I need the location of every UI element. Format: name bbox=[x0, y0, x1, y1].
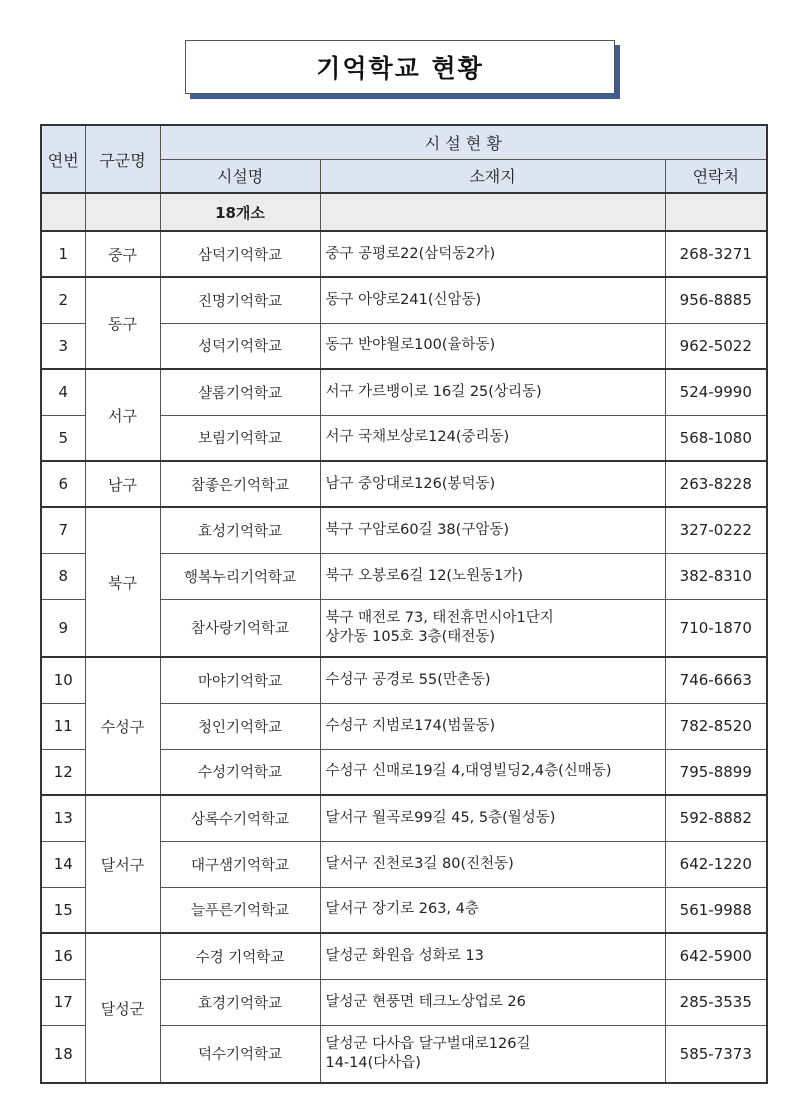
address-line: 수성구 공경로 55(만촌동) bbox=[325, 671, 491, 688]
facility-phone: 962-5022 bbox=[665, 323, 767, 369]
district-name: 북구 bbox=[85, 507, 160, 657]
address-line: 수성구 지범로174(범물동) bbox=[325, 717, 496, 734]
facility-address bbox=[320, 553, 665, 599]
facility-address bbox=[320, 461, 665, 507]
summary-count: 18개소 bbox=[160, 193, 320, 231]
address-line: 서구 가르뱅이로 16길 25(상리동) bbox=[325, 383, 542, 400]
header-num: 연번 bbox=[41, 125, 85, 193]
facility-phone: 782-8520 bbox=[665, 703, 767, 749]
address-line: 달성군 현풍면 테크노상업로 26 bbox=[325, 993, 526, 1010]
facility-phone: 327-0222 bbox=[665, 507, 767, 553]
address-line: 달성군 다사읍 달구벌대로126길 bbox=[325, 1035, 531, 1052]
row-number: 12 bbox=[41, 749, 85, 795]
row-number: 8 bbox=[41, 553, 85, 599]
row-number: 14 bbox=[41, 841, 85, 887]
district-name: 중구 bbox=[85, 231, 160, 277]
facility-name: 참사랑기억학교 bbox=[160, 599, 320, 657]
district-name: 동구 bbox=[85, 277, 160, 369]
row-number: 2 bbox=[41, 277, 85, 323]
row-number: 11 bbox=[41, 703, 85, 749]
title-box bbox=[185, 40, 615, 94]
table-row bbox=[41, 277, 767, 323]
facility-name: 보림기억학교 bbox=[160, 415, 320, 461]
address-line: 달서구 월곡로99길 45, 5층(월성동) bbox=[325, 809, 556, 826]
facility-phone: 746-6663 bbox=[665, 657, 767, 703]
facility-name: 행복누리기억학교 bbox=[160, 553, 320, 599]
district-name: 수성구 bbox=[85, 657, 160, 795]
summary-row bbox=[41, 193, 767, 231]
facility-phone: 561-9988 bbox=[665, 887, 767, 933]
facility-address bbox=[320, 323, 665, 369]
facility-name: 샬롬기억학교 bbox=[160, 369, 320, 415]
facility-table bbox=[40, 124, 768, 1084]
row-number: 13 bbox=[41, 795, 85, 841]
summary-empty bbox=[41, 193, 85, 231]
table-row bbox=[41, 507, 767, 553]
facility-address bbox=[320, 507, 665, 553]
table-body bbox=[41, 193, 767, 1083]
address-line: 수성구 신매로19길 4,대영빌딩2,4층(신매동) bbox=[325, 763, 612, 780]
table-row bbox=[41, 657, 767, 703]
facility-name: 늘푸른기억학교 bbox=[160, 887, 320, 933]
facility-name: 효경기억학교 bbox=[160, 979, 320, 1025]
address-line: 달성군 화원읍 성화로 13 bbox=[325, 947, 484, 964]
table-row bbox=[41, 461, 767, 507]
district-name: 서구 bbox=[85, 369, 160, 461]
row-number: 18 bbox=[41, 1025, 85, 1083]
address-line: 14-14(다사읍) bbox=[325, 1054, 421, 1071]
facility-phone: 642-5900 bbox=[665, 933, 767, 979]
summary-empty bbox=[320, 193, 665, 231]
facility-phone: 710-1870 bbox=[665, 599, 767, 657]
facility-address bbox=[320, 703, 665, 749]
summary-empty bbox=[665, 193, 767, 231]
header-status: 시 설 현 황 bbox=[160, 125, 767, 159]
table-row bbox=[41, 231, 767, 277]
facility-name: 대구샘기억학교 bbox=[160, 841, 320, 887]
page-title: 기억학교 현황 bbox=[316, 54, 484, 83]
facility-address bbox=[320, 415, 665, 461]
facility-name: 수성기억학교 bbox=[160, 749, 320, 795]
facility-address bbox=[320, 657, 665, 703]
facility-phone: 795-8899 bbox=[665, 749, 767, 795]
table-row bbox=[41, 369, 767, 415]
row-number: 5 bbox=[41, 415, 85, 461]
facility-address bbox=[320, 841, 665, 887]
row-number: 9 bbox=[41, 599, 85, 657]
address-line: 서구 국채보상로124(중리동) bbox=[325, 429, 510, 446]
district-name: 달서구 bbox=[85, 795, 160, 933]
facility-name: 상록수기억학교 bbox=[160, 795, 320, 841]
facility-phone: 263-8228 bbox=[665, 461, 767, 507]
facility-name: 덕수기억학교 bbox=[160, 1025, 320, 1083]
facility-name: 효성기억학교 bbox=[160, 507, 320, 553]
facility-name: 삼덕기억학교 bbox=[160, 231, 320, 277]
address-line: 북구 오봉로6길 12(노원동1가) bbox=[325, 567, 524, 584]
address-line: 남구 중앙대로126(봉덕동) bbox=[325, 475, 496, 492]
facility-name: 성덕기억학교 bbox=[160, 323, 320, 369]
address-line: 동구 반야월로100(율하동) bbox=[325, 337, 496, 354]
row-number: 17 bbox=[41, 979, 85, 1025]
facility-phone: 642-1220 bbox=[665, 841, 767, 887]
address-line: 상가동 105호 3층(태전동) bbox=[325, 628, 495, 645]
facility-address bbox=[320, 795, 665, 841]
row-number: 3 bbox=[41, 323, 85, 369]
district-name: 달성군 bbox=[85, 933, 160, 1083]
row-number: 7 bbox=[41, 507, 85, 553]
facility-phone: 382-8310 bbox=[665, 553, 767, 599]
row-number: 1 bbox=[41, 231, 85, 277]
row-number: 6 bbox=[41, 461, 85, 507]
facility-name: 수경 기억학교 bbox=[160, 933, 320, 979]
facility-phone: 585-7373 bbox=[665, 1025, 767, 1083]
facility-name: 진명기억학교 bbox=[160, 277, 320, 323]
header-address: 소재지 bbox=[320, 159, 665, 193]
facility-address bbox=[320, 887, 665, 933]
header-facility: 시설명 bbox=[160, 159, 320, 193]
summary-empty bbox=[85, 193, 160, 231]
header-district: 구군명 bbox=[85, 125, 160, 193]
facility-address bbox=[320, 933, 665, 979]
address-line: 달서구 장기로 263, 4층 bbox=[325, 901, 479, 918]
address-line: 달서구 진천로3길 80(진천동) bbox=[325, 855, 514, 872]
facility-address bbox=[320, 1025, 665, 1083]
facility-phone: 524-9990 bbox=[665, 369, 767, 415]
address-line: 북구 구암로60길 38(구암동) bbox=[325, 521, 509, 538]
facility-address bbox=[320, 599, 665, 657]
district-name: 남구 bbox=[85, 461, 160, 507]
row-number: 10 bbox=[41, 657, 85, 703]
facility-address bbox=[320, 277, 665, 323]
facility-phone: 268-3271 bbox=[665, 231, 767, 277]
row-number: 4 bbox=[41, 369, 85, 415]
facility-phone: 956-8885 bbox=[665, 277, 767, 323]
facility-phone: 568-1080 bbox=[665, 415, 767, 461]
address-line: 북구 매전로 73, 태전휴먼시아1단지 bbox=[325, 609, 554, 626]
facility-phone: 285-3535 bbox=[665, 979, 767, 1025]
row-number: 16 bbox=[41, 933, 85, 979]
facility-name: 청인기억학교 bbox=[160, 703, 320, 749]
address-line: 중구 공평로22(삼덕동2가) bbox=[325, 245, 496, 262]
facility-address bbox=[320, 979, 665, 1025]
facility-address bbox=[320, 749, 665, 795]
row-number: 15 bbox=[41, 887, 85, 933]
facility-address bbox=[320, 369, 665, 415]
facility-phone: 592-8882 bbox=[665, 795, 767, 841]
table-row bbox=[41, 795, 767, 841]
facility-name: 참좋은기억학교 bbox=[160, 461, 320, 507]
facility-name: 마야기억학교 bbox=[160, 657, 320, 703]
table-row bbox=[41, 933, 767, 979]
facility-address bbox=[320, 231, 665, 277]
address-line: 동구 아양로241(신암동) bbox=[325, 291, 482, 308]
header-phone: 연락처 bbox=[665, 159, 767, 193]
